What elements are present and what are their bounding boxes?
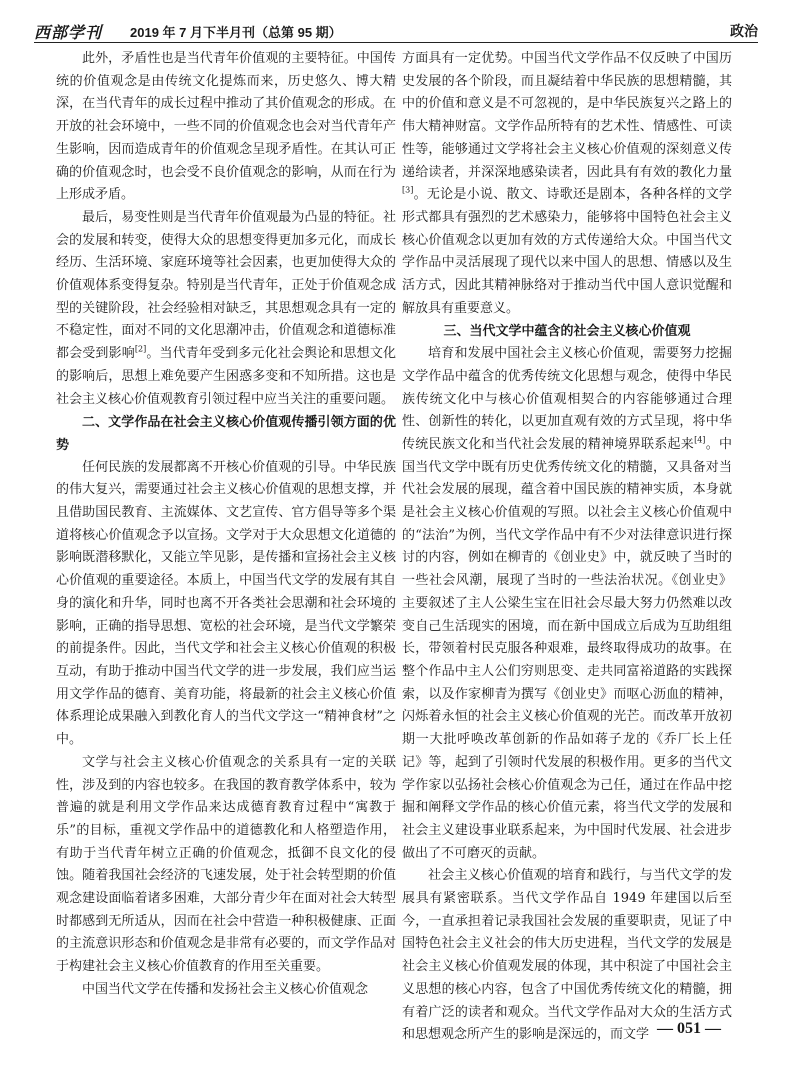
paragraph: 最后，易变性则是当代青年价值观最为凸显的特征。社会的发展和转变，使得大众的思想变得更加多元化，而成长经历、生活环境、家庭环境等社会因素，也更加使得大众的价值观体系变得复杂。特别是当代青年，正处于价值观念成型的关键阶段，社会经验相对缺乏，其思想观念具有一定的不稳定性，面对不同的文化思潮冲击，价值观念和道德标准都会受到影响[2]。当代青年受到多元化社会舆论和思想文化的影响后，思想上难免要产生困惑多变和不知所措。这也是社会主义核心价值观教育引领过程中应当关注的重要问题。	[56, 209, 396, 407]
page-header	[34, 18, 758, 40]
right-column	[402, 48, 732, 1047]
citation-ref: [4]	[694, 435, 706, 445]
paragraph: 此外，矛盾性也是当代青年价值观的主要特征。中国传统的价值观念是由传统文化提炼而来，历史悠久、博大精深，在当代青年的成长过程中推动了其价值观念的形成。在开放的社会环境中，一些不同的价值观念也会对当代青年产生影响，因而造成青年的价值观念呈现矛盾性。在其认可正确的价值观念时，也会受不良价值观念的影响，从而在行为上形成矛盾。	[56, 51, 396, 203]
page-number: — 051 —	[657, 1020, 721, 1037]
paragraph: 社会主义核心价值观的培育和践行，与当代文学的发展具有紧密联系。当代文学作品自 1949 年建国以后至今，一直承担着记录我国社会发展的重要职责，见证了中国特色社会主义社会的伟大历史进程，当代文学的发展是社会主义核心价值观发展的体现，其中积淀了中国社会主义思想的核心内容，包含了中国优秀传统文化的精髓，拥有着广泛的读者和观众。当代文学作品对大众的生活方式和思想观念所产生的影响是深远的，而文学	[402, 868, 732, 1043]
paragraph: 任何民族的发展都离不开核心价值观的引导。中华民族的伟大复兴，需要通过社会主义核心价值观的思想支撑，并且借助国民教育、主流媒体、文艺宣传、官方倡导等多个渠道将核心价值观念予以宣扬。文学对于大众思想文化道德的影响既潜移默化，又能立竿见影，是传播和宣扬社会主义核心价值观的重要途径。本质上，中国当代文学的发展有其自身的演化和升华，同时也离不开各类社会思潮和社会环境的影响，正确的指导思想、宽松的社会环境，是当代文学繁荣的前提条件。因此，当代文学和社会主义核心价值观的积极互动，有助于推动中国当代文学的进一步发展，我们应当运用文学作品的德育、美育功能，将最新的社会主义核心价值体系理论成果融入到教化育人的当代文学这一“精神食材”之中。	[56, 459, 396, 748]
section-name: 政治	[730, 23, 758, 39]
citation-ref: [2]	[134, 344, 147, 354]
left-column	[56, 48, 396, 1002]
paragraph: 中国当代文学在传播和发扬社会主义核心价值观念	[82, 981, 369, 997]
issue-info: 2019 年 7 月下半月刊（总第 95 期）	[130, 25, 342, 40]
section-heading: 二、文学作品在社会主义核心价值观传播引领方面的优势	[56, 414, 396, 452]
paragraph: 文学与社会主义核心价值观念的关系具有一定的关联性，涉及到的内容也较多。在我国的教育教学体系中，较为普遍的就是利用文学作品来达成德育教育过程中“寓教于乐”的目标，重视文学作品中的道德教化和人格塑造作用，有助于当代青年树立正确的价值观念，抵御不良文化的侵蚀。随着我国社会经济的飞速发展，处于社会转型期的价值观念建设面临着诸多困难，大部分青少年在面对社会大转型时都感到无所适从，因而在社会中营造一种积极健康、正面的主流意识形态和价值观念是非常有必要的，而文学作品对于构建社会主义核心价值教育的作用至关重要。	[56, 754, 396, 975]
paragraph: 培育和发展中国社会主义核心价值观，需要努力挖掘文学作品中蕴含的优秀传统文化思想与观念，使得中华民族传统文化中与核心价值观相契合的内容能够通过合理性、创新性的转化，以更加直观有效的方式呈现，将中华传统民族文化和当代社会发展的精神境界联系起来[4]。中国当代文学中既有历史优秀传统文化的精髓，又具备对当代社会发展的展现，蕴含着中国民族的精神实质，本身就是社会主义核心价值观的写照。以社会主义核心价值观中的“法治”为例，当代文学作品中有不少对法律意识进行探讨的内容，例如在柳青的《创业史》中，就反映了当时的一些社会风潮，展现了当时的一些法治状况。《创业史》主要叙述了主人公梁生宝在旧社会尽最大努力仍然难以改变自己生活现实的困境，而在新中国成立后成为互助组组长，带领着村民克服各种艰难，最终取得成功的故事。在整个作品中主人公们穷则思变、走共同富裕道路的实践探索，以及作家柳青为撰写《创业史》而呕心沥血的精神，闪烁着永恒的社会主义核心价值观的光芒。而改革开放初期一大批呼唤改革创新的作品如蒋子龙的《乔厂长上任记》等，起到了引领时代发展的积极作用。更多的当代文学作家以弘扬社会核心价值观念为己任，通过在作品中挖掘和阐释文学作品的核心价值元素，将当代文学的发展和社会主义建设事业联系起来，为中国时代发展、社会进步做出了不可磨灭的贡献。	[402, 346, 732, 861]
paragraph: 方面具有一定优势。中国当代文学作品不仅反映了中国历史发展的各个阶段，而且凝结着中华民族的思想精髓，其中的价值和意义是不可忽视的，是中华民族复兴之路上的伟大精神财富。文学作品所特有的艺术性、情感性、可读性等，能够通过文学将社会主义核心价值观的深刻意义传递给读者，并深深地感染读者，因此具有有效的教化力量[3]。无论是小说、散文、诗歌还是剧本，各种各样的文学形式都具有强烈的艺术感染力，能够将中国特色社会主义核心价值观念以更加有效的方式传递给大众。中国当代文学作品中灵活展现了现代以来中国人的思想、情感以及生活方式，因此其精神脉络对于推动当代中国人意识觉醒和解放具有重要意义。	[402, 51, 732, 316]
section-heading: 三、当代文学中蕴含的社会主义核心价值观	[443, 323, 691, 339]
journal-logo: 西部学刊	[34, 23, 103, 42]
header-rule	[34, 42, 758, 43]
citation-ref: [3]	[402, 185, 414, 195]
